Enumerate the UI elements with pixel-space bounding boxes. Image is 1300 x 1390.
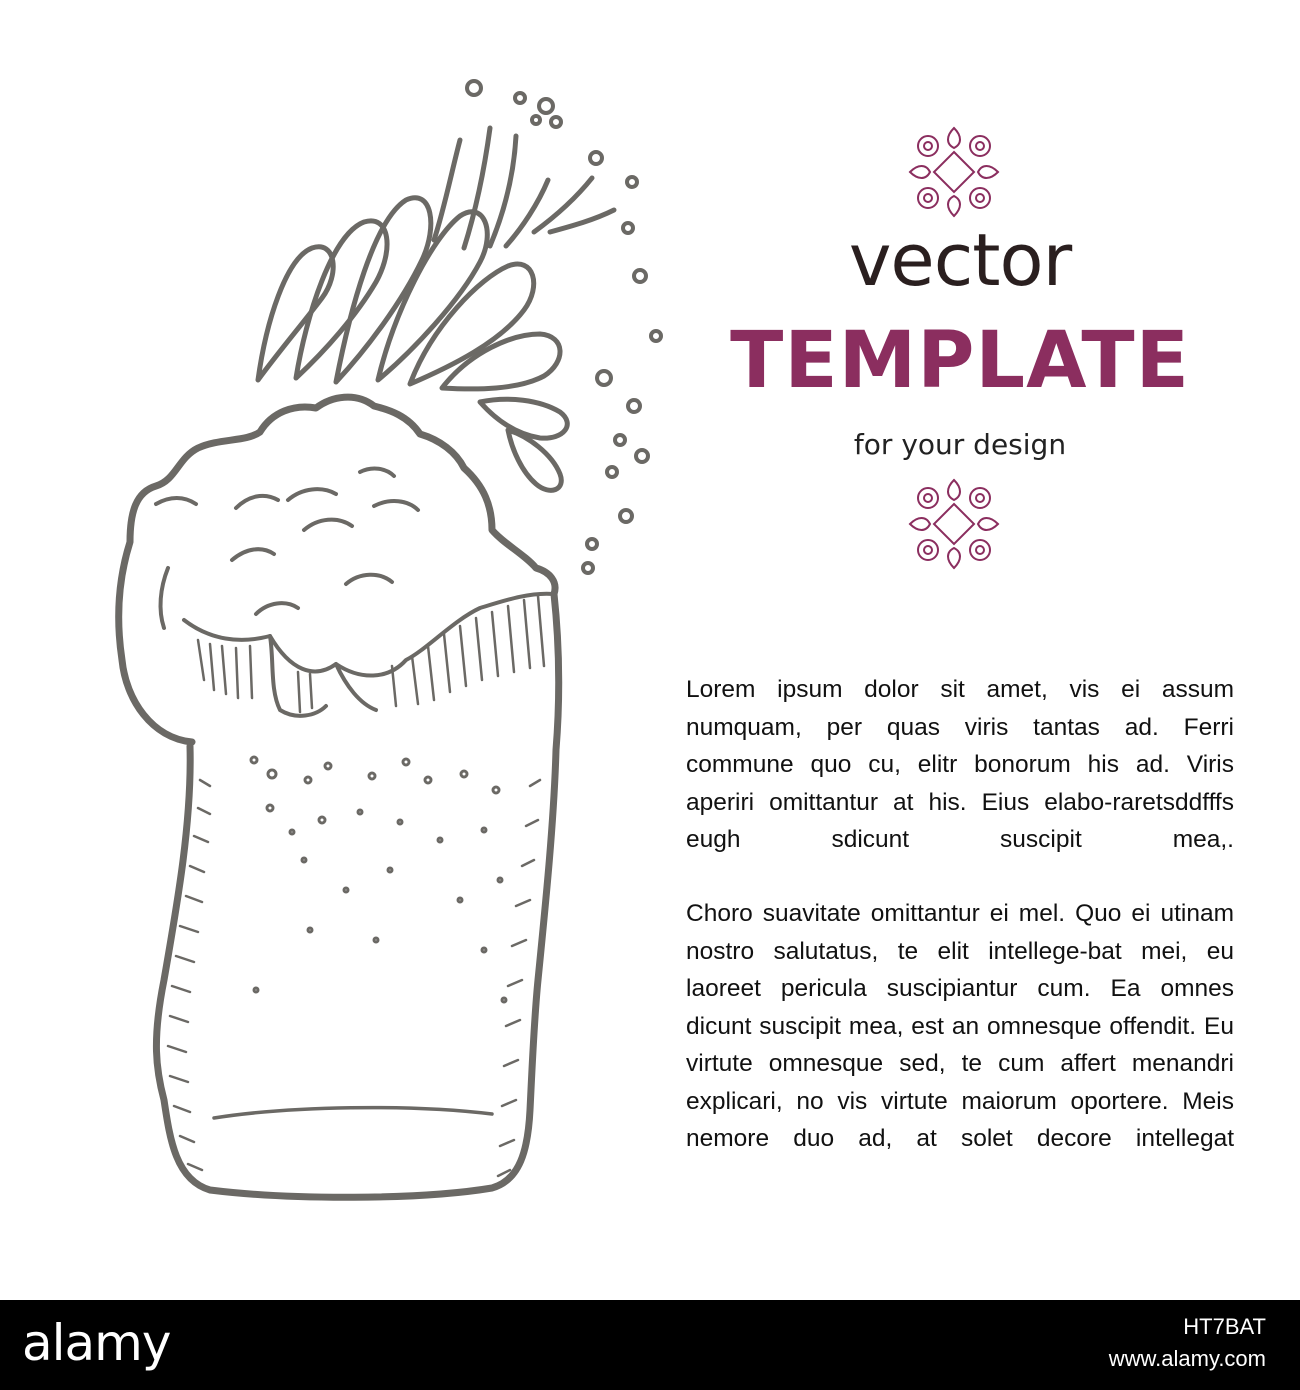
flourish-ornament-icon: [904, 474, 1004, 574]
heading-subtitle: for your design: [853, 428, 1067, 461]
stock-footer-bar: [0, 1300, 1300, 1390]
alamy-logo[interactable]: alamy: [22, 1314, 171, 1372]
beer-bubbles: [251, 757, 506, 1002]
body-paragraph-2: Choro suavitate omittantur ei mel. Quo ei utinam nostro salutatus, te elit intellege-bat mei, eu laoreet pericula suscipiantur cum. Ea omnes dicunt suscipit mea, est an omnesque offendit. Eu virtute omnesque sed, te cum affert menandri explicari, no vis virtute maiorum oportere. Meis nemore duo ad, at solet decore intellegat: [686, 900, 1234, 1152]
splash-drops: [258, 128, 614, 490]
foam-curls: [156, 469, 418, 628]
glass-base: [214, 1108, 492, 1118]
body-paragraph-1: Lorem ipsum dolor sit amet, vis ei assum numquam, per quas viris tantas ad. Ferri commune quo cu, elitr bonorum his ad. Viris aperiri omittantur at his. Eius elabo-raretsddfffs eugh sdicunt suscipit mea,.: [686, 676, 1234, 853]
image-id: HT7BAT: [1183, 1314, 1266, 1339]
bubbles: [467, 81, 661, 573]
heading-vector: vector: [848, 218, 1072, 302]
foam-hatching: [198, 596, 544, 712]
site-url[interactable]: www.alamy.com: [1108, 1346, 1266, 1371]
foam-head: [119, 397, 555, 742]
foam-rim: [184, 594, 554, 716]
flourish-ornament-icon: [904, 122, 1004, 222]
heading-template: TEMPLATE: [730, 316, 1190, 406]
beer-glass-illustration: [60, 60, 700, 1220]
